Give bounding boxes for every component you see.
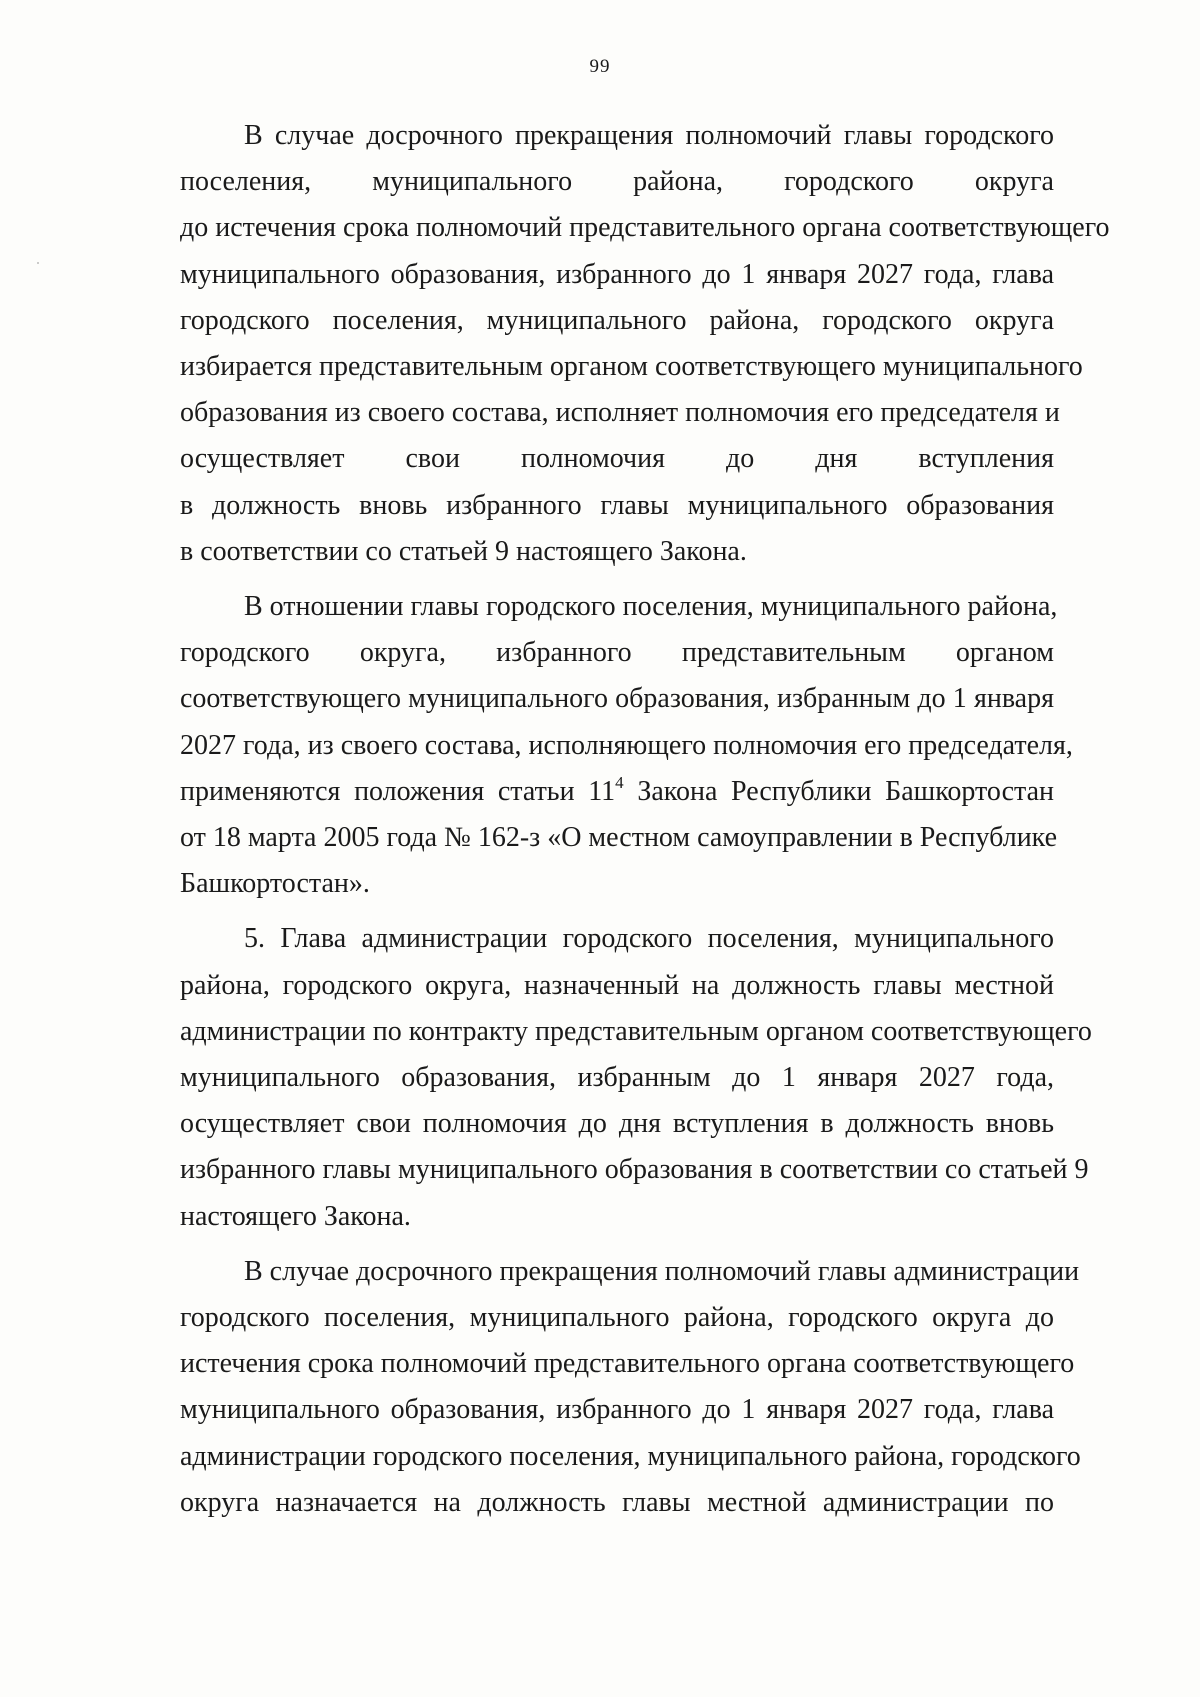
document-body xyxy=(180,113,1110,1526)
paragraph-line: избирается представительным органом соответствующего муниципального xyxy=(180,351,1083,383)
paragraph-line: В случае досрочного прекращения полномочий главы администрации xyxy=(244,1255,1080,1287)
paragraph xyxy=(180,584,1073,907)
line-text: применяются положения статьи 11 xyxy=(180,775,616,807)
line-text: Закона Республики Башкортостан xyxy=(623,775,1055,807)
paragraph-line: В отношении главы городского поселения, муниципального района, xyxy=(244,591,1058,623)
paragraph-line: поселения, муниципального района, городского округа xyxy=(180,166,1054,198)
page-number: 99 xyxy=(589,56,611,77)
paragraph-line xyxy=(180,769,1054,815)
paragraph-line: образования из своего состава, исполняет полномочия его председателя и xyxy=(180,397,1060,429)
paragraph-line: муниципального образования, избранного до 1 января 2027 года, глава xyxy=(180,1394,1054,1426)
paragraph-line: в соответствии со статьей 9 настоящего Закона. xyxy=(180,535,747,567)
paragraph-line: в должность вновь избранного главы муниципального образования xyxy=(180,489,1054,521)
paragraph-line: осуществляет свои полномочия до дня вступления в должность вновь xyxy=(180,1108,1054,1140)
paragraph-line: 5. Глава администрации городского поселения, муниципального xyxy=(244,923,1054,955)
paragraph-line: настоящего Закона. xyxy=(180,1200,411,1232)
paragraph-line: В случае досрочного прекращения полномочий главы городского xyxy=(244,120,1054,151)
paragraph-line: городского округа, избранного представительным органом xyxy=(180,637,1054,669)
paragraph-line: городского поселения, муниципального района, городского округа до xyxy=(180,1302,1054,1334)
paragraph-line: муниципального образования, избранного до 1 января 2027 года, глава xyxy=(180,258,1054,290)
paragraph-line: осуществляет свои полномочия до дня вступления xyxy=(180,443,1054,475)
paragraph-line: 2027 года, из своего состава, исполняющего полномочия его председателя, xyxy=(180,729,1073,761)
paragraph-line: до истечения срока полномочий представительного органа соответствующего xyxy=(180,212,1110,244)
paragraph-line: избранного главы муниципального образования в соответствии со статьей 9 xyxy=(180,1154,1089,1186)
paragraph xyxy=(180,916,1092,1239)
paragraph-line: муниципального образования, избранным до 1 января 2027 года, xyxy=(180,1062,1054,1094)
superscript: 4 xyxy=(615,772,624,792)
paragraph-line: от 18 марта 2005 года № 162-з «О местном самоуправлении в Республике xyxy=(180,822,1058,854)
paragraph-line: округа назначается на должность главы местной администрации по xyxy=(180,1486,1054,1518)
paragraph xyxy=(180,113,1110,575)
paragraph-line: Башкортостан». xyxy=(180,868,370,900)
paragraph-line: администрации городского поселения, муниципального района, городского xyxy=(180,1440,1081,1472)
paragraph-line: соответствующего муниципального образования, избранным до 1 января xyxy=(180,683,1054,715)
paragraph-line: района, городского округа, назначенный на должность главы местной xyxy=(180,969,1054,1001)
paragraph-line: истечения срока полномочий представительного органа соответствующего xyxy=(180,1348,1075,1380)
scan-speck xyxy=(37,262,39,264)
paragraph-line: администрации по контракту представительным органом соответствующего xyxy=(180,1015,1092,1047)
paragraph-line: городского поселения, муниципального района, городского округа xyxy=(180,304,1054,336)
paragraph xyxy=(180,1249,1081,1526)
